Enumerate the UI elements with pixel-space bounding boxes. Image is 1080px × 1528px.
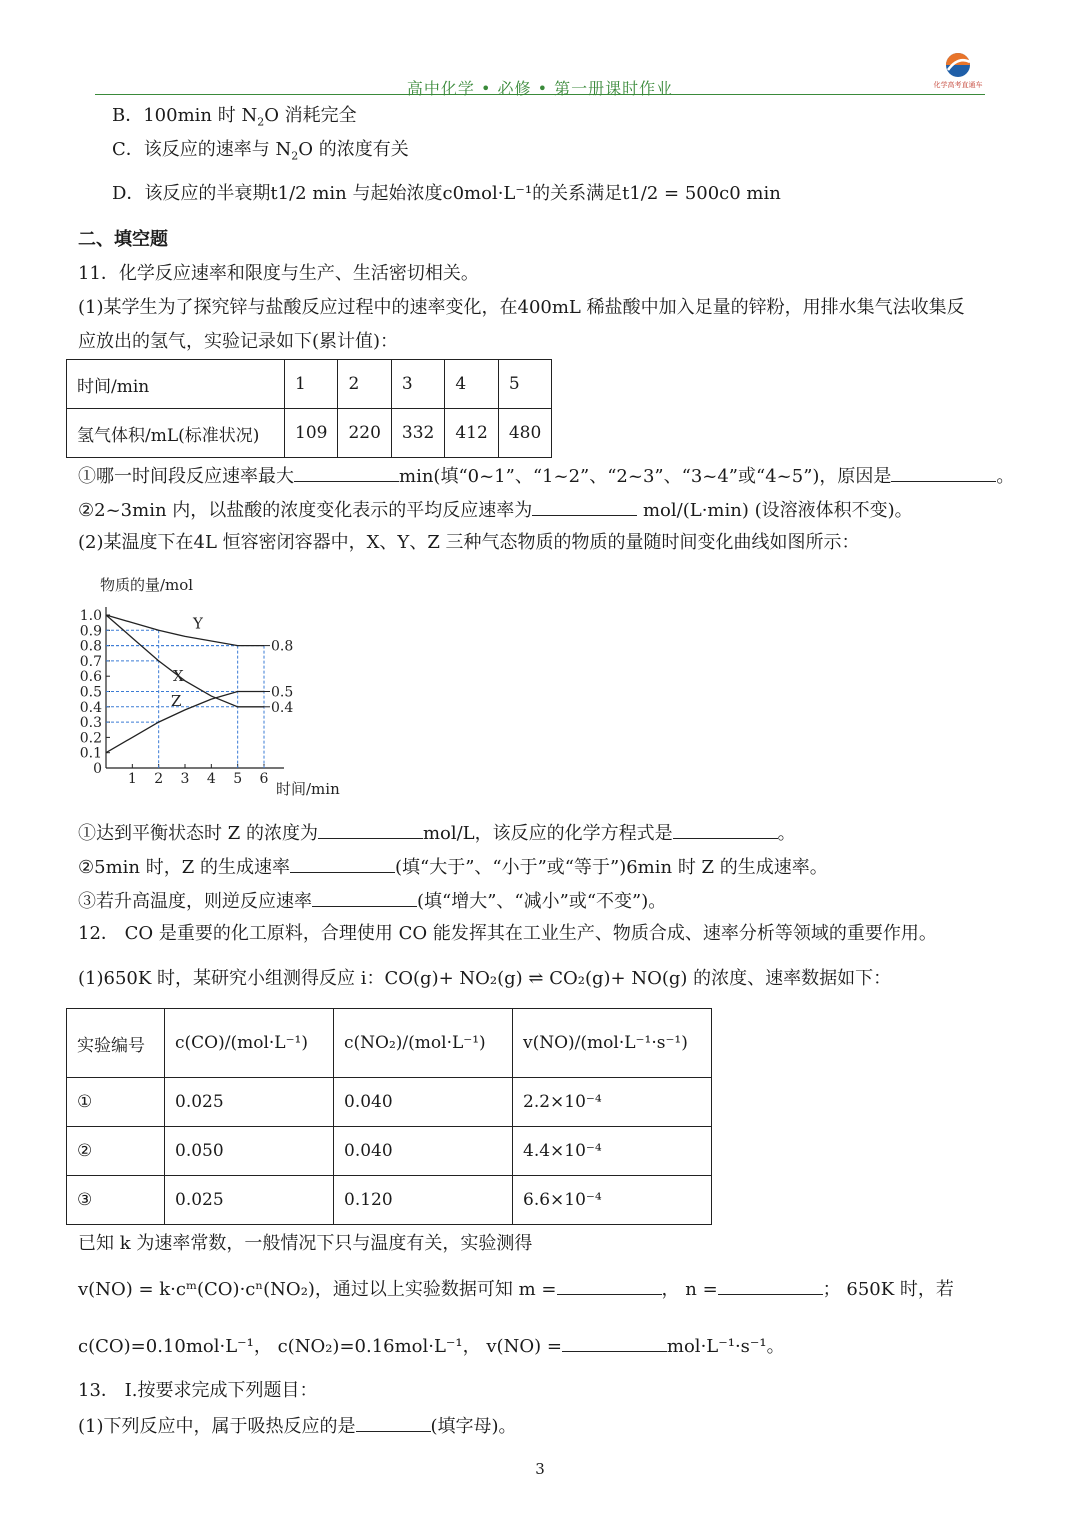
y-tick-label: 0.6 — [79, 669, 102, 686]
q13-stem: 13． I.按要求完成下列题目： — [78, 1380, 318, 1401]
table-cell: 3 — [391, 360, 444, 409]
q12-known: 已知 k 为速率常数，一般情况下只与温度有关，实验测得 — [78, 1233, 533, 1254]
answer-blank[interactable] — [356, 1413, 431, 1432]
table-cell: v(NO)/(mol·L⁻¹·s⁻¹) — [513, 1009, 712, 1078]
table-cell: 412 — [445, 409, 498, 458]
series-label-x: X — [173, 666, 184, 685]
table-row — [67, 409, 552, 458]
logo-text: 化学高考直通车 — [933, 81, 983, 89]
table-cell: 0.025 — [165, 1078, 334, 1127]
table-cell: 6.6×10⁻⁴ — [513, 1176, 712, 1225]
header-title: 高中化学 • 必修 • 第一册课时作业 — [406, 79, 674, 98]
table-cell: 2 — [338, 360, 391, 409]
x-tick-label: 2 — [154, 771, 164, 787]
table-cell: 5 — [498, 360, 551, 409]
y-tick-label: 0.4 — [79, 699, 102, 716]
table-cell: 0.050 — [165, 1127, 334, 1176]
table-cell: 0.025 — [165, 1176, 334, 1225]
y-tick-label: 0.8 — [79, 638, 102, 655]
answer-blank[interactable] — [318, 820, 423, 839]
y-tick-label: 0.7 — [79, 653, 102, 670]
table-cell: 0.040 — [334, 1078, 513, 1127]
table-cell: ② — [67, 1127, 165, 1176]
series-label-y: Y — [193, 614, 203, 633]
q11-p2-sub1: ①达到平衡状态时 Z 的浓度为 mol/L，该反应的化学方程式是 。 — [78, 820, 796, 846]
annotation-label: 0.8 — [271, 638, 294, 655]
table-cell: 时间/min — [67, 360, 285, 409]
y-tick-label: 0.5 — [79, 684, 102, 701]
q13-p1: (1)下列反应中，属于吸热反应的是 (填字母)。 — [78, 1413, 517, 1439]
q11-sub1: ①哪一时间段反应速率最大 min(填“0~1”、“1~2”、“2~3”、“3~4”或“4~5”)，原因是 。 — [78, 463, 1014, 489]
y-axis-label: 物质的量/mol — [100, 576, 194, 594]
table-cell: 0.120 — [334, 1176, 513, 1225]
q12-rate-line: v(NO) = k·cᵐ(CO)·cⁿ(NO₂)，通过以上实验数据可知 m = ， n = ； 650K 时，若 — [78, 1276, 954, 1302]
table-cell: 0.040 — [334, 1127, 513, 1176]
table-cell: ③ — [67, 1176, 165, 1225]
y-tick-label: 0 — [93, 761, 102, 777]
table-cell: ① — [67, 1078, 165, 1127]
series-line-y — [106, 615, 264, 646]
table-cell: 220 — [338, 409, 391, 458]
q11-sub2: ②2~3min 内，以盐酸的浓度变化表示的平均反应速率为 mol/(L·min) (设溶液体积不变)。 — [78, 497, 913, 523]
q12-p1: (1)650K 时，某研究小组测得反应 i：CO(g)+ NO₂(g) ⇌ CO₂(g)+ NO(g) 的浓度、速率数据如下： — [78, 968, 892, 989]
table-cell: 4 — [445, 360, 498, 409]
page-number: 3 — [535, 1460, 545, 1478]
x-tick-label: 4 — [206, 771, 216, 787]
q11-stem: 11．化学反应速率和限度与生产、生活密切相关。 — [78, 263, 479, 284]
table-row — [67, 1127, 712, 1176]
series-label-z: Z — [171, 691, 182, 710]
answer-blank[interactable] — [290, 854, 395, 873]
answer-blank[interactable] — [673, 820, 778, 839]
table-row — [67, 1078, 712, 1127]
answer-blank[interactable] — [891, 463, 996, 482]
table-cell: 4.4×10⁻⁴ — [513, 1127, 712, 1176]
table-cell: 1 — [285, 360, 338, 409]
x-tick-label: 6 — [259, 771, 269, 787]
option-d: D．该反应的半衰期t1/2 min 与起始浓度c0mol·L⁻¹的关系满足t1/2 = 500c0 min — [112, 183, 781, 204]
x-tick-label: 3 — [180, 771, 190, 787]
q11-p1-line2: 应放出的氢气，实验记录如下(累计值)： — [78, 331, 399, 352]
table-cell: 实验编号 — [67, 1009, 165, 1078]
table-row — [67, 1176, 712, 1225]
table-cell: 109 — [285, 409, 338, 458]
answer-blank[interactable] — [532, 497, 637, 516]
y-tick-label: 0.2 — [79, 730, 102, 747]
x-axis-label: 时间/min — [276, 780, 340, 798]
q11-p1-line1: (1)某学生为了探究锌与盐酸反应过程中的速率变化，在400mL 稀盐酸中加入足量的锌粉，用排水集气法收集反 — [78, 297, 965, 318]
table-cell: c(NO₂)/(mol·L⁻¹) — [334, 1009, 513, 1078]
q11-p2-sub3: ③若升高温度，则逆反应速率 (填“增大”、“减小”或“不变”)。 — [78, 888, 666, 914]
q11-p2: (2)某温度下在4L 恒容密闭容器中，X、Y、Z 三种气态物质的物质的量随时间变化曲线如图所示： — [78, 532, 860, 553]
answer-blank[interactable] — [562, 1333, 667, 1352]
answer-blank[interactable] — [294, 463, 399, 482]
q12-cond-line: c(CO)=0.10mol·L⁻¹， c(NO₂)=0.16mol·L⁻¹， v(NO) = mol·L⁻¹·s⁻¹。 — [78, 1333, 785, 1359]
table-row — [67, 360, 552, 409]
section-title: 二、填空题 — [78, 229, 168, 250]
hydrogen-table — [66, 359, 552, 458]
answer-blank[interactable] — [557, 1276, 662, 1295]
option-b: B．100min 时 $N_2O$ 消耗完全 — [112, 105, 357, 129]
rate-table — [66, 1008, 712, 1225]
table-cell: 氢气体积/mL(标准状况) — [67, 409, 285, 458]
answer-blank[interactable] — [312, 888, 417, 907]
answer-blank[interactable] — [718, 1276, 823, 1295]
logo — [930, 50, 986, 94]
option-c: C．该反应的速率与 $N_2O$ 的浓度有关 — [112, 139, 409, 163]
y-tick-label: 0.9 — [79, 623, 102, 640]
table-cell: 2.2×10⁻⁴ — [513, 1078, 712, 1127]
y-tick-label: 1.0 — [79, 608, 102, 624]
table-cell: c(CO)/(mol·L⁻¹) — [165, 1009, 334, 1078]
table-cell: 332 — [391, 409, 444, 458]
series-line-x — [106, 615, 264, 707]
q11-p2-sub2: ②5min 时，Z 的生成速率 (填“大于”、“小于”或“等于”)6min 时 Z 的生成速率。 — [78, 854, 828, 880]
table-row — [67, 1009, 712, 1078]
x-tick-label: 5 — [233, 771, 243, 787]
y-tick-label: 0.3 — [79, 715, 102, 732]
q12-stem: 12． CO 是重要的化工原料，合理使用 CO 能发挥其在工业生产、物质合成、速率分析等领域的重要作用。 — [78, 923, 937, 944]
chart — [70, 570, 370, 802]
x-tick-label: 1 — [127, 771, 137, 787]
annotation-label: 0.4 — [271, 699, 294, 716]
series-line-z — [106, 692, 264, 753]
annotation-label: 0.5 — [271, 684, 294, 701]
y-tick-label: 0.1 — [79, 745, 102, 762]
header-rule — [95, 94, 985, 95]
table-cell: 480 — [498, 409, 551, 458]
